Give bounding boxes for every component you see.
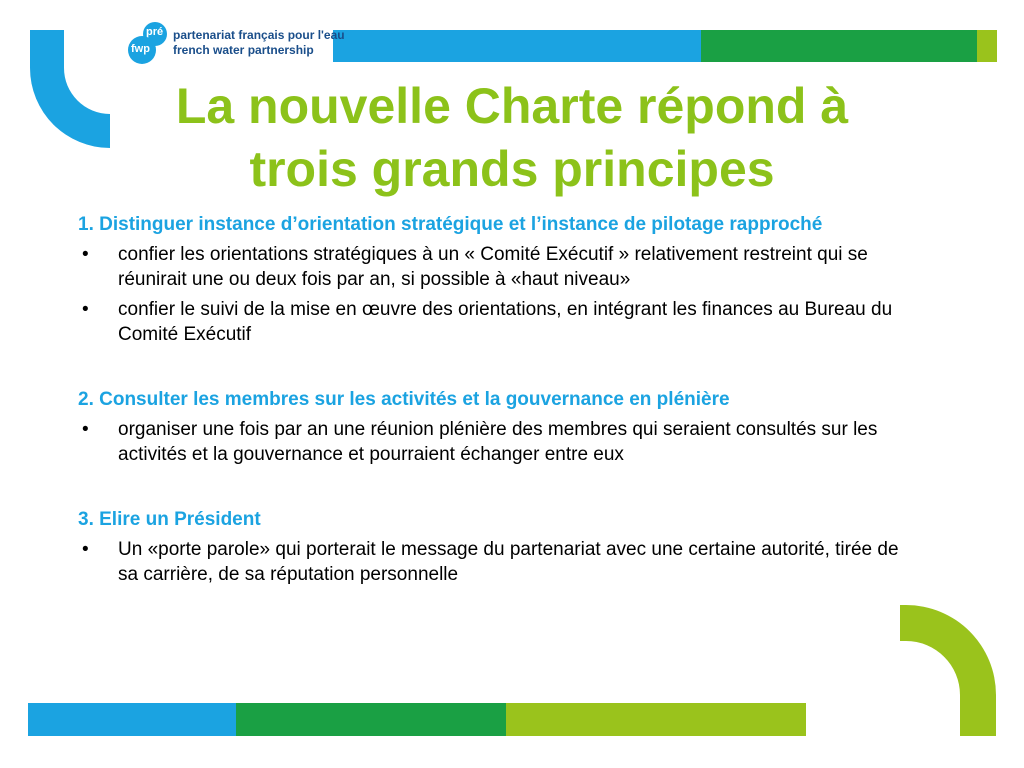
top-left-bracket-decoration bbox=[30, 30, 110, 148]
logo-pre-text: pré bbox=[146, 26, 164, 38]
bullet-dot: • bbox=[82, 244, 89, 265]
top-stripe-green bbox=[701, 30, 977, 62]
top-stripe-blue bbox=[333, 30, 701, 62]
bullet-text: organiser une fois par an une réunion plénière des membres qui seraient consultés sur les activités et la gouvernance et pourraient échanger entre eux bbox=[118, 419, 878, 465]
logo-name-fr: partenariat français pour l'eau bbox=[173, 28, 345, 42]
bullet-text: confier les orientations stratégiques à un « Comité Exécutif » relativement restreint qui se réunirait une ou deux fois par an, si possible à «haut niveau» bbox=[118, 244, 868, 290]
bullet-item bbox=[78, 537, 908, 587]
section-heading: 3. Elire un Président bbox=[78, 509, 261, 530]
bottom-stripe-blue bbox=[28, 703, 236, 736]
section-spacer bbox=[78, 467, 908, 507]
bullet-item bbox=[78, 242, 908, 292]
section-2 bbox=[78, 387, 908, 467]
section-3 bbox=[78, 507, 908, 587]
title-line-2: trois grands principes bbox=[249, 141, 775, 197]
slide-title bbox=[100, 75, 924, 201]
bullet-dot: • bbox=[82, 299, 89, 320]
slide-content bbox=[78, 212, 908, 587]
logo-name-en: french water partnership bbox=[173, 43, 314, 57]
bottom-right-bracket-decoration bbox=[900, 605, 996, 736]
title-line-1: La nouvelle Charte répond à bbox=[175, 78, 849, 134]
bullet-item bbox=[78, 297, 908, 347]
bullet-dot: • bbox=[82, 419, 89, 440]
section-heading: 1. Distinguer instance d’orientation stratégique et l’instance de pilotage rapproché bbox=[78, 214, 823, 235]
logo-fwp-text: fwp bbox=[131, 43, 150, 55]
section-spacer bbox=[78, 347, 908, 387]
top-stripe-lime bbox=[977, 30, 997, 62]
bullet-text: confier le suivi de la mise en œuvre des orientations, en intégrant les finances au Bureau du Comité Exécutif bbox=[118, 299, 893, 345]
bullet-item bbox=[78, 417, 908, 467]
bullet-dot: • bbox=[82, 539, 89, 560]
bottom-stripe-lime bbox=[506, 703, 806, 736]
bullet-text: Un «porte parole» qui porterait le message du partenariat avec une certaine autorité, tirée de sa carrière, de sa réputation personnelle bbox=[118, 539, 899, 585]
bottom-stripe-green bbox=[236, 703, 506, 736]
section-heading: 2. Consulter les membres sur les activités et la gouvernance en plénière bbox=[78, 389, 730, 410]
section-1 bbox=[78, 212, 908, 347]
